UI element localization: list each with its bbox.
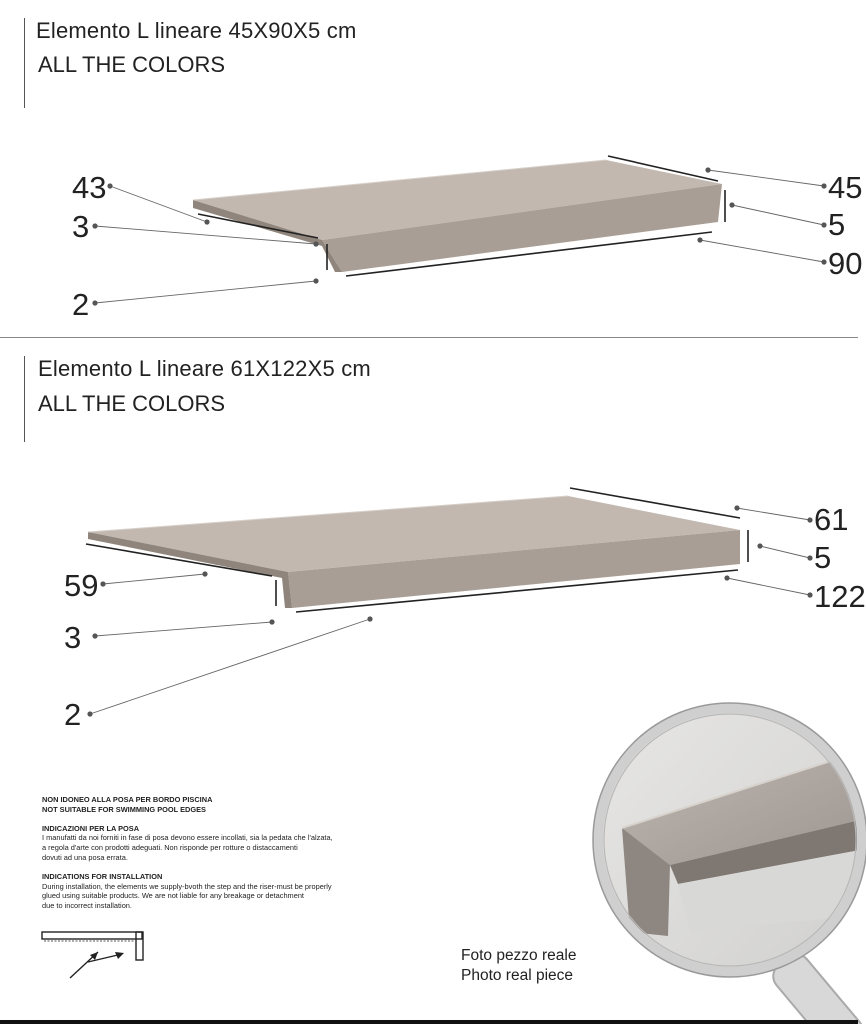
- product-section-1: [0, 0, 863, 338]
- pool-warning-it: NON IDONEO ALLA POSA PER BORDO PISCINA: [42, 795, 213, 804]
- photo-caption-en: Photo real piece: [461, 967, 574, 984]
- install-heading-en: INDICATIONS FOR INSTALLATION: [42, 871, 163, 881]
- install-line-en: glued using suitable products. We are not liable for any breakage or detachment: [42, 891, 304, 901]
- dim-label-height: 5: [814, 540, 832, 575]
- dim-label-return: 3: [72, 209, 90, 244]
- dim-label-depth-left: 59: [64, 568, 99, 603]
- install-line-en: During installation, the elements we supply-bvoth the step and the riser-must be properly: [42, 881, 332, 891]
- bottom-edge-bar: [0, 1020, 858, 1024]
- section-divider: [0, 337, 858, 338]
- installation-notes: [42, 795, 412, 911]
- product-subtitle: ALL THE COLORS: [38, 391, 226, 416]
- install-line-it: dovuti ad una posa errata.: [42, 852, 128, 862]
- product-title: Elemento L lineare 61X122X5 cm: [38, 356, 371, 381]
- install-line-it: a regola d'arte con prodotti adeguati. Non risponde per rotture o distaccamenti: [42, 843, 298, 853]
- product-title: Elemento L lineare 45X90X5 cm: [36, 18, 357, 43]
- install-line-en: due to incorrect installation.: [42, 901, 132, 911]
- dim-label-depth-left: 43: [72, 170, 107, 205]
- dim-label-length: 90: [828, 246, 863, 281]
- dim-label-depth-right: 45: [828, 170, 863, 205]
- dim-label-return: 3: [64, 620, 82, 655]
- glue-profile-icon: [40, 928, 152, 984]
- dim-label-thickness: 2: [72, 287, 90, 322]
- dim-label-thickness: 2: [64, 697, 82, 732]
- step-diagram-small: [0, 0, 858, 338]
- install-line-it: I manufatti da noi forniti in fase di posa devono essere incollati, sia la pedata che l'alzata,: [42, 833, 333, 843]
- pool-warning-en: NOT SUITABLE FOR SWIMMING POOL EDGES: [42, 804, 206, 814]
- dim-label-height: 5: [828, 207, 846, 242]
- photo-caption-it: Foto pezzo reale: [461, 947, 577, 964]
- dim-label-depth-right: 61: [814, 502, 849, 537]
- photo-caption: [461, 946, 576, 986]
- magnified-photo: [560, 700, 858, 1018]
- install-heading-it: INDICAZIONI PER LA POSA: [42, 823, 140, 833]
- dim-label-length: 122: [814, 579, 866, 614]
- product-subtitle: ALL THE COLORS: [38, 52, 226, 77]
